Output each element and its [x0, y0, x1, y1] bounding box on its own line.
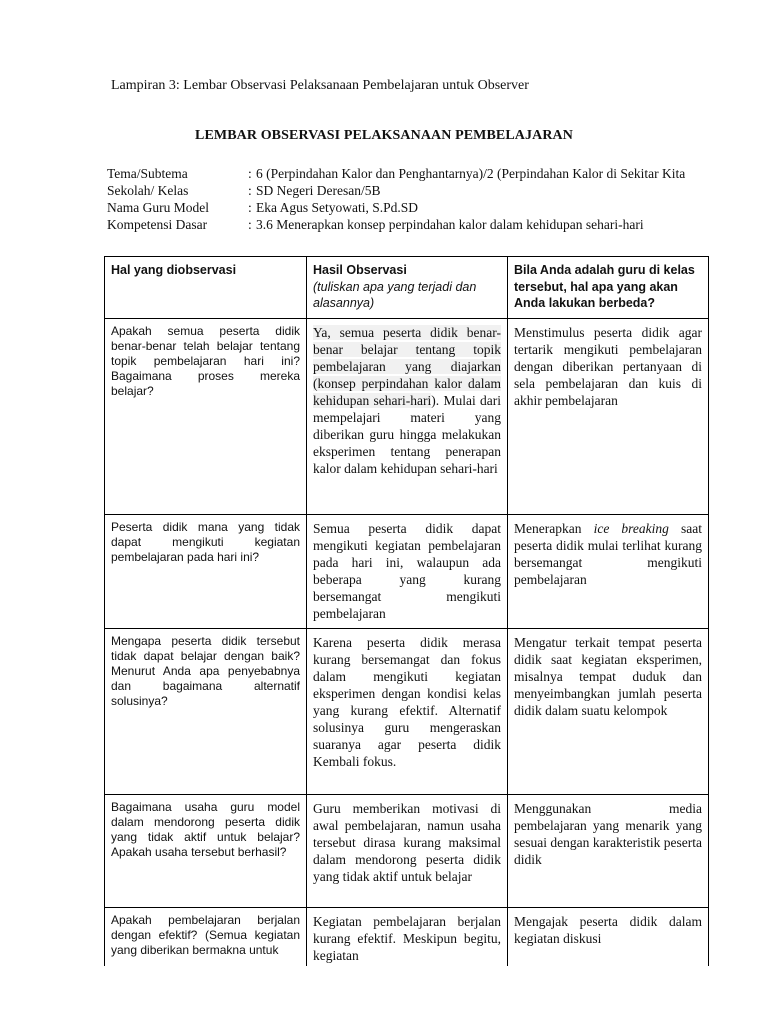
- info-row-theme: Tema/Subtema : 6 (Perpindahan Kalor dan Penghantarnya)/2 (Perpindahan Kalor di Sekitar Kita: [107, 165, 707, 182]
- header-observed: Hal yang diobservasi: [105, 257, 307, 319]
- info-label: Sekolah/ Kelas: [107, 183, 189, 198]
- result-cell: Semua peserta didik dapat mengikuti kegiatan pembelajaran pada hari ini, walaupun ada beberapa yang kurang bersemangat mengikuti pembelajaran: [307, 514, 508, 628]
- alternative-cell: Mengajak peserta didik dalam kegiatan diskusi: [508, 907, 709, 981]
- table-row: [105, 628, 709, 794]
- question-cell: Apakah pembelajaran berjalan dengan efektif? (Semua kegiatan yang diberikan bermakna untuk: [105, 907, 307, 981]
- question-cell: Bagaimana usaha guru model dalam mendorong peserta didik yang tidak aktif untuk belajar? Apakah usaha tersebut berhasil?: [105, 794, 307, 907]
- page-bottom-margin: [0, 966, 768, 1024]
- table-row: [105, 794, 709, 907]
- result-cell: Guru memberikan motivasi di awal pembelajaran, namun usaha tersebut dirasa kurang maksimal dalam mendorong peserta didik yang tidak aktif untuk belajar: [307, 794, 508, 907]
- info-label: Kompetensi Dasar: [107, 217, 208, 232]
- alternative-cell: Menggunakan media pembelajaran yang menarik yang sesuai dengan karakteristik peserta didik: [508, 794, 709, 907]
- info-row-school: Sekolah/ Kelas : SD Negeri Deresan/5B: [107, 182, 707, 199]
- result-cell: Kegiatan pembelajaran berjalan kurang efektif. Meskipun begitu, kegiatan: [307, 907, 508, 981]
- alternative-cell: [508, 514, 709, 628]
- question-cell: Mengapa peserta didik tersebut tidak dapat belajar dengan baik? Menurut Anda apa penyebabnya dan bagaimana alternatif solusinya?: [105, 628, 307, 794]
- table-header-row: [105, 257, 709, 319]
- result-text: ). Mulai dari mempelajari materi yang diberikan guru hingga melakukan eksperimen tentang penerapan kalor dalam kehidupan sehari-hari: [313, 392, 501, 476]
- document-title: LEMBAR OBSERVASI PELAKSANAAN PEMBELAJARAN: [195, 128, 573, 143]
- attachment-heading: Lampiran 3: Lembar Observasi Pelaksanaan Pembelajaran untuk Observer: [111, 78, 529, 93]
- result-cell: Karena peserta didik merasa kurang bersemangat dan fokus dalam mengikuti kegiatan eksperimen dengan kondisi kelas yang kurang efektif. Alternatif solusinya guru mengeraskan suaranya agar peserta didik Kembali fokus.: [307, 628, 508, 794]
- alternative-cell: Menstimulus peserta didik agar tertarik mengikuti pembelajaran dengan diberikan pertanyaan di sela pembelajaran dan kuis di akhir pembelajaran: [508, 318, 709, 514]
- header-alternative: Bila Anda adalah guru di kelas tersebut, hal apa yang akan Anda lakukan berbeda?: [508, 257, 709, 319]
- result-highlight: Ya, semua peserta didik benar-benar belajar tentang topik pembelajaran yang diajarkan (konsep perpindahan kalor dalam kehidupan sehari-hari: [313, 324, 501, 408]
- info-row-teacher: Nama Guru Model : Eka Agus Setyowati, S.Pd.SD: [107, 199, 707, 216]
- table-row: [105, 514, 709, 628]
- info-label: Tema/Subtema: [107, 166, 188, 181]
- table-row: [105, 318, 709, 514]
- question-cell: Apakah semua peserta didik benar-benar telah belajar tentang topik pembelajaran hari ini? Bagaimana proses mereka belajar?: [105, 318, 307, 514]
- observation-table: [104, 256, 709, 982]
- result-cell: [307, 318, 508, 514]
- alternative-text: saat peserta didik mulai terlihat kurang bersemangat mengikuti pembelajaran: [514, 520, 702, 587]
- alternative-cell: Mengatur terkait tempat peserta didik saat kegiatan eksperimen, misalnya tempat duduk dan menyeimbangkan jumlah peserta didik dalam suatu kelompok: [508, 628, 709, 794]
- header-result: [307, 257, 508, 319]
- alternative-text: Menerapkan: [514, 520, 594, 536]
- info-value: 6 (Perpindahan Kalor dan Penghantarnya)/2 (Perpindahan Kalor di Sekitar Kita: [256, 166, 686, 181]
- info-value: Eka Agus Setyowati, S.Pd.SD: [256, 200, 419, 215]
- info-block: [107, 165, 707, 233]
- alternative-emphasis: ice breaking: [593, 520, 669, 536]
- question-cell: Peserta didik mana yang tidak dapat mengikuti kegiatan pembelajaran pada hari ini?: [105, 514, 307, 628]
- header-result-hint: (tuliskan apa yang terjadi dan alasannya): [313, 279, 477, 310]
- header-result-label: Hasil Observasi: [313, 263, 407, 277]
- info-label: Nama Guru Model: [107, 200, 209, 215]
- info-value: SD Negeri Deresan/5B: [256, 183, 381, 198]
- info-row-competency: Kompetensi Dasar : 3.6 Menerapkan konsep perpindahan kalor dalam kehidupan sehari-hari: [107, 216, 707, 233]
- info-value: 3.6 Menerapkan konsep perpindahan kalor dalam kehidupan sehari-hari: [256, 217, 644, 232]
